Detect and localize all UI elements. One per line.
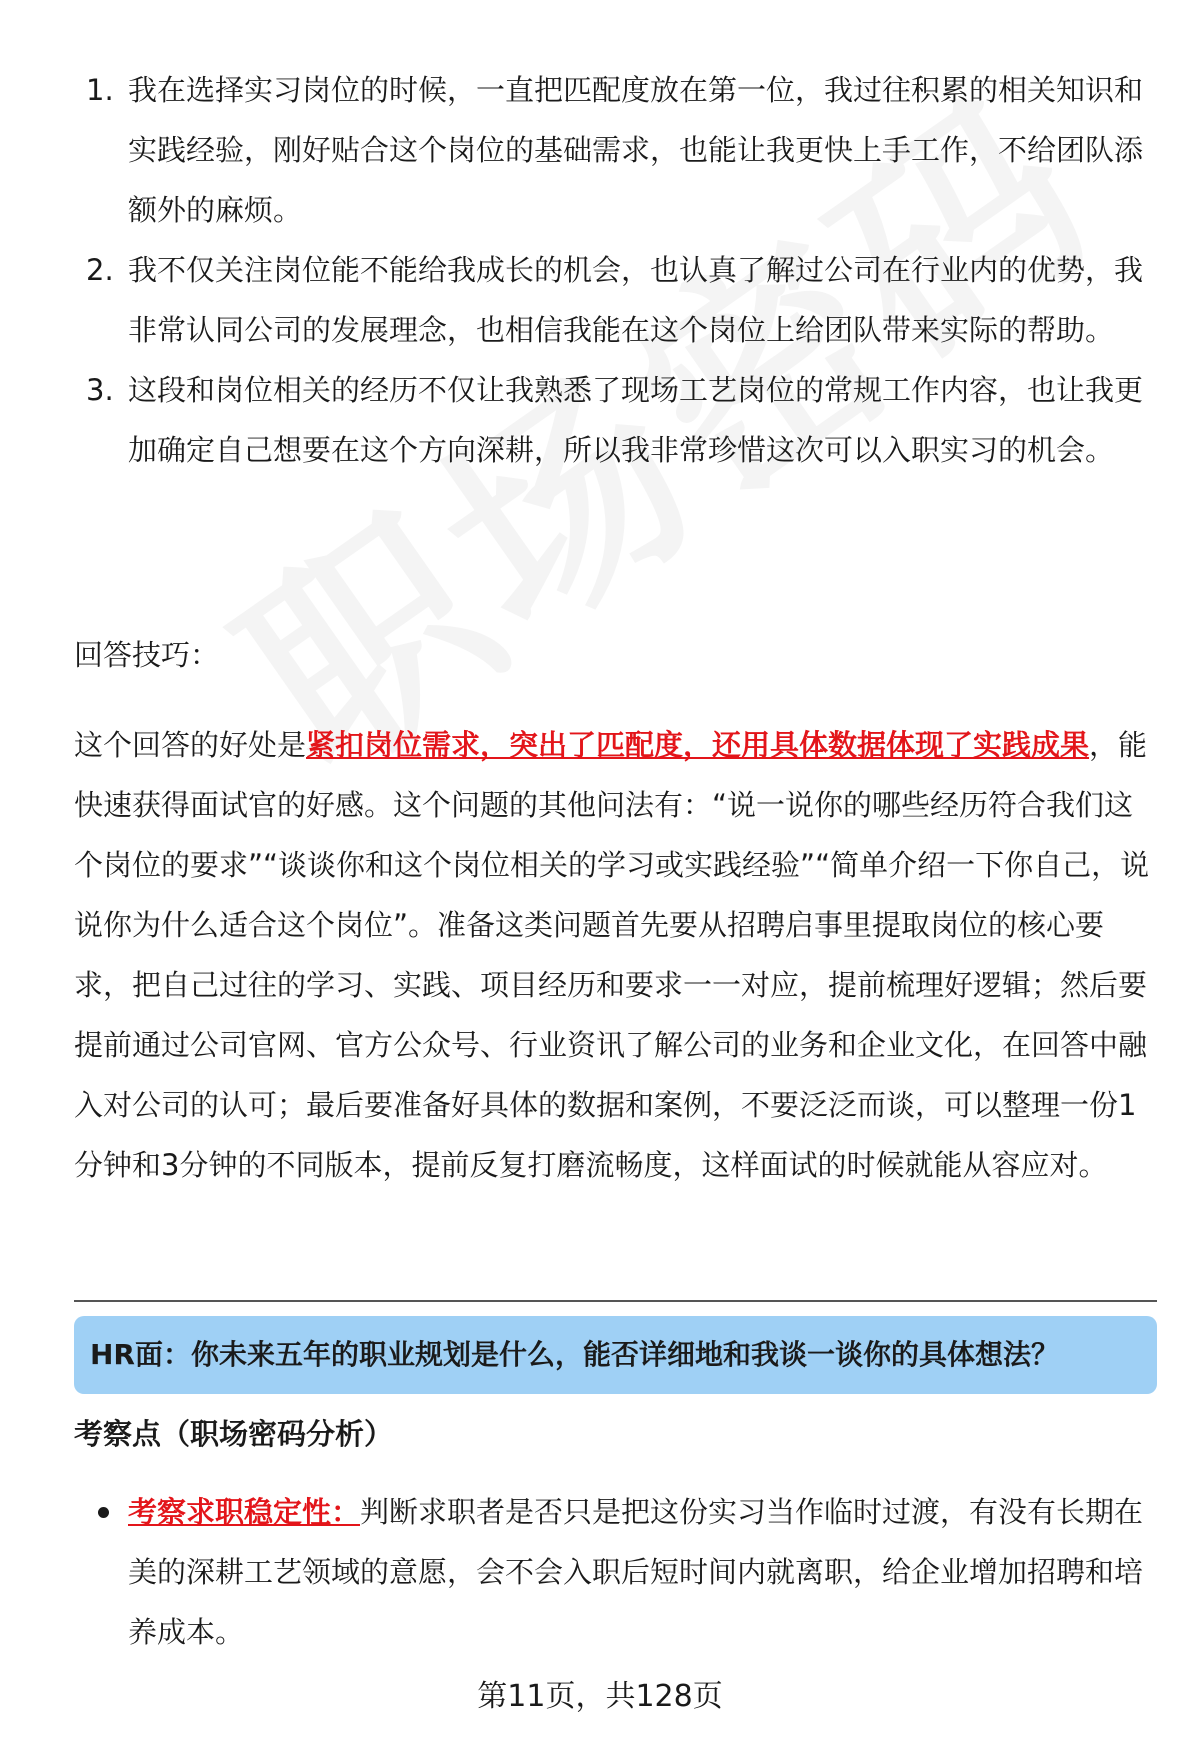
tips-heading: 回答技巧： bbox=[74, 638, 220, 672]
list-item bbox=[74, 60, 1154, 240]
numbered-list bbox=[74, 60, 1154, 480]
page-number: 第11页，共128页 bbox=[477, 1679, 723, 1714]
list-marker: 2. bbox=[86, 253, 114, 287]
list-marker: 3. bbox=[86, 373, 114, 407]
tips-highlight: 紧扣岗位需求，突出了匹配度，还用具体数据体现了实践成果 bbox=[306, 728, 1090, 762]
tips-body: ，能快速获得面试官的好感。这个问题的其他问法有：“说一说你的哪些经历符合我们这个岗位的要求”“谈谈你和这个岗位相关的学习或实践经验”“简单介绍一下你自己，说说你为什么适合这个岗位”。准备这类问题首先要从招聘启事里提取岗位的核心要求，把自己过往的学习、实践、项目经历和要求一一对应，提前梳理好逻辑；然后要提前通过公司官网、官方公众号、行业资讯了解公司的业务和企业文化，在回答中融入对公司的认可；最后要准备好具体的数据和案例，不要泛泛而谈，可以整理一份1分钟和3分钟的不同版本，提前反复打磨流畅度，这样面试的时候就能从容应对。 bbox=[74, 728, 1150, 1182]
list-item bbox=[74, 360, 1154, 480]
question-text: HR面：你未来五年的职业规划是什么，能否详细地和我谈一谈你的具体想法？ bbox=[90, 1338, 1059, 1371]
list-item-text: 我不仅关注岗位能不能给我成长的机会，也认真了解过公司在行业内的优势，我非常认同公司的发展理念，也相信我能在这个岗位上给团队带来实际的帮助。 bbox=[128, 253, 1144, 347]
bullet-text: 判断求职者是否只是把这份实习当作临时过渡，有没有长期在美的深耕工艺领域的意愿，会不会入职后短时间内就离职，给企业增加招聘和培养成本。 bbox=[128, 1495, 1144, 1649]
list-item-text: 这段和岗位相关的经历不仅让我熟悉了现场工艺岗位的常规工作内容，也让我更加确定自己想要在这个方向深耕，所以我非常珍惜这次可以入职实习的机会。 bbox=[128, 373, 1144, 467]
section-divider bbox=[74, 1300, 1157, 1302]
tips-intro: 这个回答的好处是 bbox=[74, 728, 307, 762]
tips-paragraph bbox=[74, 715, 1159, 1195]
bullet-item bbox=[74, 1482, 1154, 1662]
list-item bbox=[74, 240, 1154, 360]
bullet-label: 考察求职稳定性： bbox=[128, 1495, 361, 1529]
list-item-text: 我在选择实习岗位的时候，一直把匹配度放在第一位，我过往积累的相关知识和实践经验，刚好贴合这个岗位的基础需求，也能让我更快上手工作，不给团队添额外的麻烦。 bbox=[128, 73, 1144, 227]
bullet-dot-icon bbox=[98, 1507, 109, 1518]
bullet-list bbox=[74, 1482, 1154, 1662]
list-marker: 1. bbox=[86, 73, 114, 107]
question-box bbox=[74, 1316, 1157, 1394]
section-title: 考察点（职场密码分析） bbox=[74, 1417, 394, 1451]
